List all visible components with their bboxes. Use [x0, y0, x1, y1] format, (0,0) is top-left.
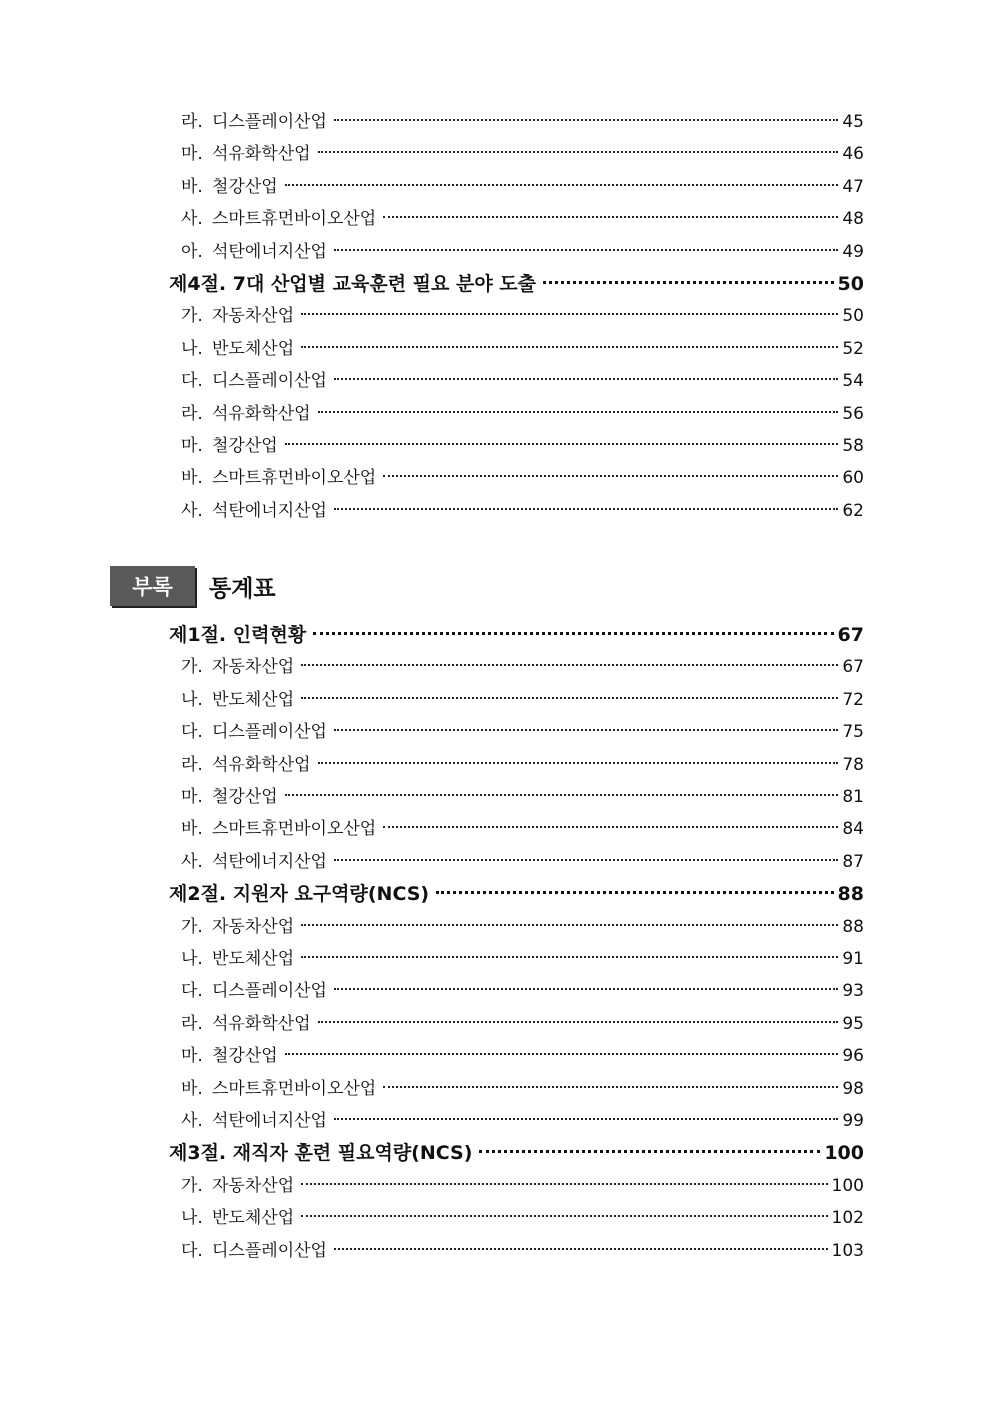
toc-entry-marker: 사.: [181, 500, 203, 521]
toc-entry-marker: 라.: [181, 1013, 203, 1034]
toc-subsection-entry[interactable]: [181, 847, 864, 872]
toc-entry-title: 자동차산업: [212, 916, 295, 937]
dot-leader: [301, 664, 838, 666]
dot-leader: [383, 1086, 838, 1088]
toc-subsection-entry[interactable]: [181, 237, 864, 262]
toc-entry-page-number: 72: [842, 689, 864, 710]
toc-entry-page-number: 49: [842, 241, 864, 262]
toc-entry-page-number: 91: [842, 949, 864, 969]
toc-subsection-entry[interactable]: [181, 976, 864, 1001]
toc-subsection-entry[interactable]: [181, 172, 864, 197]
toc-entry-marker: 다.: [181, 722, 203, 743]
toc-entry-marker: 마.: [181, 436, 203, 456]
toc-entry-title: 제2절. 지원자 요구역량(NCS): [169, 883, 430, 906]
toc-entry-page-number: 103: [831, 1240, 864, 1261]
toc-entry-marker: 다.: [181, 981, 203, 1002]
toc-entry-page-number: 78: [842, 754, 864, 775]
toc-subsection-entry[interactable]: [181, 496, 864, 521]
toc-entry-page-number: 100: [824, 1142, 864, 1165]
toc-entry-marker: 사.: [181, 1111, 203, 1131]
appendix-badge: 부록: [110, 566, 195, 606]
toc-subsection-entry[interactable]: [181, 334, 864, 359]
toc-entry-title: 자동차산업: [212, 306, 295, 327]
dot-leader: [436, 891, 833, 894]
dot-leader: [383, 475, 838, 477]
dot-leader: [318, 151, 839, 153]
toc-entry-title: 제3절. 재직자 훈련 필요역량(NCS): [169, 1142, 473, 1165]
toc-entry-marker: 가.: [181, 657, 203, 678]
toc-entry-title: 철강산업: [212, 787, 278, 807]
toc-entry-title: 반도체산업: [212, 949, 295, 969]
toc-entry-title: 반도체산업: [212, 689, 295, 710]
toc-entry-marker: 사.: [181, 209, 203, 230]
toc-entry-page-number: 56: [842, 403, 864, 424]
dot-leader: [301, 346, 838, 348]
toc-entry-marker: 바.: [181, 819, 203, 840]
toc-entry-page-number: 100: [831, 1175, 864, 1196]
toc-entry-page-number: 46: [842, 144, 864, 165]
toc-entry-title: 석유화학산업: [212, 754, 311, 775]
toc-subsection-entry[interactable]: [181, 782, 864, 807]
appendix-title: 통계표: [209, 575, 276, 602]
toc-entry-page-number: 52: [842, 338, 864, 359]
dot-leader: [334, 1248, 828, 1250]
toc-entry-marker: 가.: [181, 306, 203, 327]
dot-leader: [318, 411, 839, 413]
toc-entry-page-number: 96: [842, 1046, 864, 1067]
toc-entry-title: 스마트휴먼바이오산업: [212, 468, 377, 489]
toc-subsection-entry[interactable]: [181, 1074, 864, 1099]
toc-entry-page-number: 67: [837, 624, 864, 646]
toc-entry-page-number: 93: [842, 981, 864, 1002]
dot-leader: [285, 794, 839, 796]
toc-entry-page-number: 81: [842, 787, 864, 807]
toc-entry-marker: 나.: [181, 689, 203, 710]
toc-entry-marker: 라.: [181, 112, 203, 132]
toc-subsection-entry[interactable]: [181, 1009, 864, 1034]
toc-section-entry[interactable]: [169, 269, 864, 296]
toc-entry-page-number: 45: [842, 112, 864, 132]
dot-leader: [334, 859, 838, 861]
toc-entry-title: 석탄에너지산업: [212, 500, 327, 521]
toc-subsection-entry[interactable]: [181, 366, 864, 391]
toc-subsection-entry[interactable]: [181, 1203, 864, 1228]
toc-subsection-entry[interactable]: [181, 431, 864, 456]
toc-entry-title: 제1절. 인력현황: [169, 624, 307, 646]
toc-entry-title: 반도체산업: [212, 338, 295, 359]
dot-leader: [301, 1183, 827, 1185]
dot-leader: [383, 826, 838, 828]
toc-entry-title: 석유화학산업: [212, 403, 311, 424]
dot-leader: [334, 1118, 838, 1120]
toc-entry-marker: 마.: [181, 144, 203, 165]
dot-leader: [318, 1021, 839, 1023]
toc-entry-title: 철강산업: [212, 436, 278, 456]
toc-entry-title: 석유화학산업: [212, 144, 311, 165]
dot-leader: [334, 249, 838, 251]
dot-leader: [383, 216, 838, 218]
toc-subsection-entry[interactable]: [181, 1041, 864, 1066]
dot-leader: [313, 632, 833, 635]
toc-entry-marker: 아.: [181, 241, 203, 262]
toc-entry-marker: 라.: [181, 403, 203, 424]
toc-entry-title: 반도체산업: [212, 1208, 295, 1229]
toc-entry-marker: 마.: [181, 787, 203, 807]
toc-entry-page-number: 47: [842, 176, 864, 197]
toc-subsection-entry[interactable]: [181, 750, 864, 775]
dot-leader: [334, 378, 838, 380]
toc-section-entry[interactable]: [169, 879, 864, 906]
toc-subsection-entry[interactable]: [181, 463, 864, 488]
toc-entry-title: 스마트휴먼바이오산업: [212, 1078, 377, 1099]
toc-entry-page-number: 88: [837, 883, 864, 906]
toc-entry-marker: 마.: [181, 1046, 203, 1067]
dot-leader: [334, 988, 838, 990]
toc-subsection-entry[interactable]: [181, 1171, 864, 1196]
dot-leader: [301, 1215, 827, 1217]
toc-entry-page-number: 102: [831, 1208, 864, 1229]
toc-entry-marker: 다.: [181, 1240, 203, 1261]
toc-entry-title: 철강산업: [212, 176, 278, 197]
toc-entry-title: 석탄에너지산업: [212, 1111, 327, 1131]
dot-leader: [301, 697, 838, 699]
toc-entry-marker: 나.: [181, 1208, 203, 1229]
toc-entry-page-number: 98: [842, 1078, 864, 1099]
toc-subsection-entry[interactable]: [181, 717, 864, 742]
toc-entry-title: 디스플레이산업: [212, 981, 327, 1002]
toc-entry-title: 디스플레이산업: [212, 1240, 327, 1261]
toc-entry-title: 디스플레이산업: [212, 112, 327, 132]
toc-subsection-entry[interactable]: [181, 814, 864, 839]
toc-entry-page-number: 87: [842, 851, 864, 872]
dot-leader: [479, 1150, 820, 1153]
toc-section-entry[interactable]: [169, 1138, 864, 1165]
dot-leader: [301, 956, 838, 958]
toc-entry-marker: 나.: [181, 338, 203, 359]
dot-leader: [334, 729, 838, 731]
toc-subsection-entry[interactable]: [181, 204, 864, 229]
toc-subsection-entry[interactable]: [181, 1236, 864, 1261]
toc-entry-marker: 바.: [181, 1078, 203, 1099]
toc-section-entry[interactable]: [169, 620, 864, 647]
dot-leader: [301, 924, 838, 926]
toc-entry-title: 석탄에너지산업: [212, 851, 327, 872]
toc-subsection-entry[interactable]: [181, 1106, 864, 1131]
toc-entry-page-number: 58: [842, 436, 864, 456]
toc-entry-page-number: 75: [842, 722, 864, 743]
dot-leader: [285, 184, 839, 186]
toc-entry-page-number: 54: [842, 371, 864, 392]
toc-entry-page-number: 48: [842, 209, 864, 230]
dot-leader: [318, 762, 839, 764]
toc-subsection-entry[interactable]: [181, 652, 864, 677]
dot-leader: [334, 119, 838, 121]
toc-entry-title: 제4절. 7대 산업별 교육훈련 필요 분야 도출: [169, 273, 537, 295]
toc-entry-page-number: 50: [837, 273, 864, 295]
toc-entry-marker: 다.: [181, 371, 203, 392]
toc-entry-page-number: 95: [842, 1013, 864, 1034]
toc-entry-title: 자동차산업: [212, 1175, 295, 1196]
toc-entry-title: 석유화학산업: [212, 1013, 311, 1034]
toc-subsection-entry[interactable]: [181, 107, 864, 132]
toc-entry-title: 디스플레이산업: [212, 371, 327, 392]
toc-entry-page-number: 62: [842, 500, 864, 521]
toc-subsection-entry[interactable]: [181, 944, 864, 969]
toc-entry-marker: 라.: [181, 754, 203, 775]
toc-subsection-entry[interactable]: [181, 912, 864, 937]
toc-entry-marker: 가.: [181, 916, 203, 937]
toc-subsection-entry[interactable]: [181, 301, 864, 326]
toc-entry-page-number: 84: [842, 819, 864, 840]
toc-entry-title: 스마트휴먼바이오산업: [212, 209, 377, 230]
toc-entry-title: 디스플레이산업: [212, 722, 327, 743]
toc-entry-title: 석탄에너지산업: [212, 241, 327, 262]
toc-subsection-entry[interactable]: [181, 139, 864, 164]
toc-entry-page-number: 88: [842, 916, 864, 937]
toc-entry-marker: 바.: [181, 176, 203, 197]
toc-entry-page-number: 60: [842, 468, 864, 489]
toc-subsection-entry[interactable]: [181, 685, 864, 710]
toc-entry-marker: 바.: [181, 468, 203, 489]
toc-entry-page-number: 99: [842, 1111, 864, 1131]
appendix-header: [110, 566, 276, 606]
toc-entry-page-number: 67: [842, 657, 864, 678]
dot-leader: [301, 313, 838, 315]
toc-entry-marker: 가.: [181, 1175, 203, 1196]
dot-leader: [543, 281, 834, 284]
toc-entry-page-number: 50: [842, 306, 864, 327]
toc-subsection-entry[interactable]: [181, 399, 864, 424]
toc-entry-title: 철강산업: [212, 1046, 278, 1067]
toc-entry-title: 스마트휴먼바이오산업: [212, 819, 377, 840]
dot-leader: [334, 508, 838, 510]
dot-leader: [285, 1053, 839, 1055]
toc-entry-marker: 사.: [181, 851, 203, 872]
toc-entry-title: 자동차산업: [212, 657, 295, 678]
dot-leader: [285, 443, 839, 445]
toc-entry-marker: 나.: [181, 949, 203, 969]
